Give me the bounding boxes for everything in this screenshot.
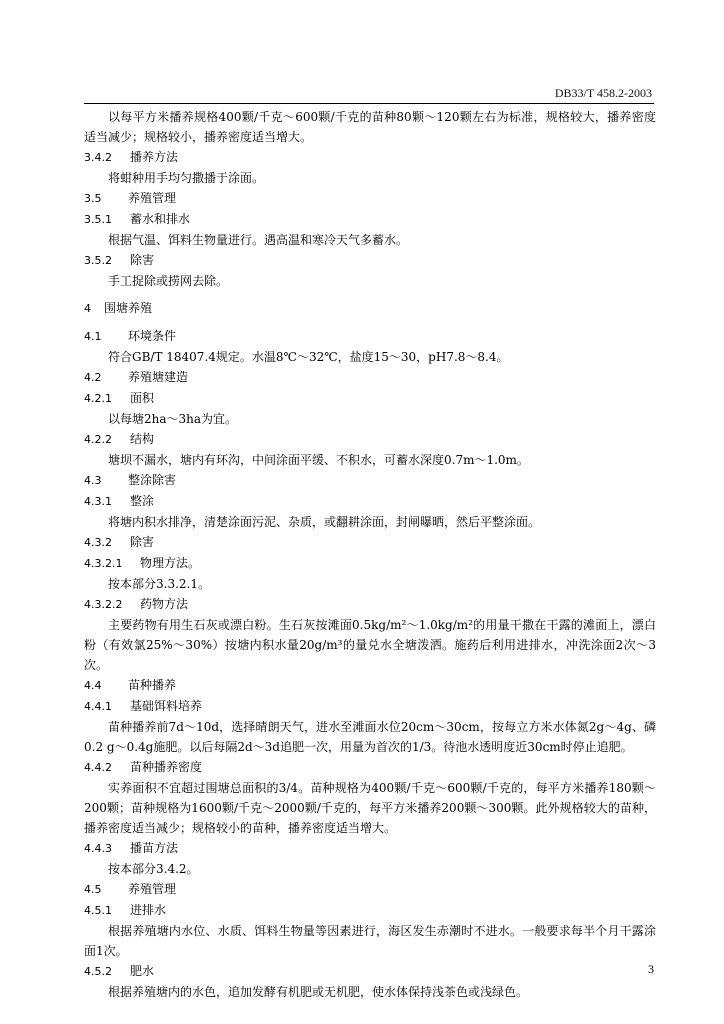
- section-heading: [84, 879, 656, 900]
- section-heading: [84, 388, 656, 409]
- section-title: 苗种播养密度: [130, 760, 203, 774]
- section-title: 苗种播养: [128, 678, 177, 692]
- section-heading: [84, 188, 656, 209]
- section-number: 3.5.1: [84, 213, 112, 226]
- section-number: 4.3.2.2: [84, 598, 123, 611]
- section-number: 4.4.2: [84, 761, 112, 774]
- section-title: 药物方法: [140, 597, 189, 611]
- section-heading: [84, 491, 656, 512]
- section-title: 基础饵料培养: [130, 699, 203, 713]
- section-number: 4.3.1: [84, 495, 112, 508]
- body-paragraph: 将塘内积水排净，清楚涂面污泥、杂质，或翻耕涂面，封闸曝晒，然后平整涂面。: [108, 515, 541, 529]
- document-body: [84, 107, 656, 1002]
- section-title: 播养方法: [130, 150, 179, 164]
- section-number: 4.1: [84, 330, 102, 343]
- body-paragraph: 以每平方米播养规格400颗/千克～600颗/千克的苗种80颗～120颗左右为标准，规格较大，播养密度适当减少；规格较小，播养密度适当增大。: [84, 110, 656, 144]
- section-heading: [84, 961, 656, 982]
- section-number: 4.5: [84, 883, 102, 896]
- section-title: 肥水: [130, 964, 155, 978]
- section-heading: [84, 900, 656, 921]
- section-title: 结构: [130, 432, 155, 446]
- section-heading: [84, 838, 656, 859]
- section-heading: [84, 553, 656, 574]
- section-title: 整涂: [130, 494, 155, 508]
- body-paragraph: 手工捉除或捞网去除。: [108, 274, 229, 288]
- body-paragraph: 塘坝不漏水，塘内有环沟，中间涂面平缓、不积水，可蓄水深度0.7m～1.0m。: [108, 453, 529, 467]
- section-title: 面积: [130, 391, 155, 405]
- section-title: 物理方法。: [140, 556, 201, 570]
- section-heading: [84, 757, 656, 778]
- section-number: 4.4.1: [84, 700, 112, 713]
- body-paragraph: 苗种播养前7d～10d，选择晴朗天气，进水至滩面水位20cm～30cm，按每立方米水体氮2g～4g、磷0.2 g～0.4g施肥。以后每隔2d～3d追肥一次，用量为首次的1/3。待池水透明度近30cm时停止追肥。: [84, 720, 656, 754]
- section-title: 环境条件: [128, 329, 177, 343]
- section-number: 4.5.2: [84, 965, 112, 978]
- section-heading: [84, 532, 656, 553]
- section-title: 养殖管理: [128, 882, 177, 896]
- section-title: 整涂除害: [128, 473, 177, 487]
- section-number: 4.2.1: [84, 392, 112, 405]
- section-number: 4.2.2: [84, 433, 112, 446]
- section-title: 养殖管理: [128, 191, 177, 205]
- body-paragraph: 实养面积不宜超过围塘总面积的3/4。苗种规格为400颗/千克～600颗/千克的，每平方米播养180颗～200颗；苗种规格为1600颗/千克～2000颗/千克的，每平方米播养200颗～300颗。此外规格较大的苗种，播养密度适当减少；规格较小的苗种，播养密度适当增大。: [84, 781, 656, 835]
- section-number: 4: [84, 302, 91, 315]
- section-number: 4.5.1: [84, 904, 112, 917]
- body-paragraph: 以每塘2ha～3ha为宜。: [108, 412, 238, 426]
- section-title: 除害: [130, 535, 155, 549]
- body-paragraph: 将蚶种用手均匀撒播于涂面。: [108, 171, 265, 185]
- section-title: 蓄水和排水: [130, 212, 191, 226]
- section-number: 4.4.3: [84, 842, 112, 855]
- body-paragraph: 根据气温、饵料生物量进行。遇高温和寒冷天气多蓄水。: [108, 233, 409, 247]
- section-number: 4.3.2.1: [84, 557, 123, 570]
- section-heading: [84, 429, 656, 450]
- page-number: 3: [648, 962, 654, 976]
- section-heading: [84, 147, 656, 168]
- section-title: 围塘养殖: [104, 301, 153, 315]
- section-number: 3.4.2: [84, 151, 112, 164]
- section-title: 除害: [130, 253, 155, 267]
- body-paragraph: 根据养殖塘内的水色，追加发酵有机肥或无机肥，使水体保持浅茶色或浅绿色。: [108, 985, 529, 999]
- section-number: 4.2: [84, 371, 102, 384]
- section-heading: [84, 367, 656, 388]
- section-title: 播苗方法: [130, 841, 179, 855]
- section-heading: [84, 675, 656, 696]
- section-heading: [84, 470, 656, 491]
- body-paragraph: 按本部分3.3.2.1。: [108, 577, 210, 591]
- header-divider: [84, 103, 654, 104]
- body-paragraph: 符合GB/T 18407.4规定。水温8℃～32℃，盐度15～30，pH7.8～8.4。: [108, 350, 509, 364]
- section-heading: [84, 250, 656, 271]
- body-paragraph: 主要药物有用生石灰或漂白粉。生石灰按滩面0.5kg/m²～1.0kg/m²的用量干撒在干露的滩面上，漂白粉（有效氯25%～30%）按塘内积水量20g/m³的量兑水全塘泼洒。施药后利用进排水，冲洗涂面2次～3次。: [84, 618, 656, 672]
- section-title: 养殖塘建造: [128, 370, 189, 384]
- section-number: 4.3: [84, 474, 102, 487]
- section-heading: [84, 326, 656, 347]
- section-number: 4.3.2: [84, 536, 112, 549]
- section-heading: [84, 696, 656, 717]
- body-paragraph: 根据养殖塘内水位、水质、饵料生物量等因素进行，海区发生赤潮时不进水。一般要求每半个月干露涂面1次。: [84, 924, 656, 958]
- document-code: DB33/T 458.2-2003: [554, 86, 652, 100]
- section-heading: [84, 209, 656, 230]
- section-title: 进排水: [130, 903, 167, 917]
- section-number: 4.4: [84, 679, 102, 692]
- section-heading: [84, 594, 656, 615]
- body-paragraph: 按本部分3.4.2。: [108, 862, 199, 876]
- section-number: 3.5: [84, 192, 102, 205]
- section-heading: [84, 298, 656, 319]
- section-number: 3.5.2: [84, 254, 112, 267]
